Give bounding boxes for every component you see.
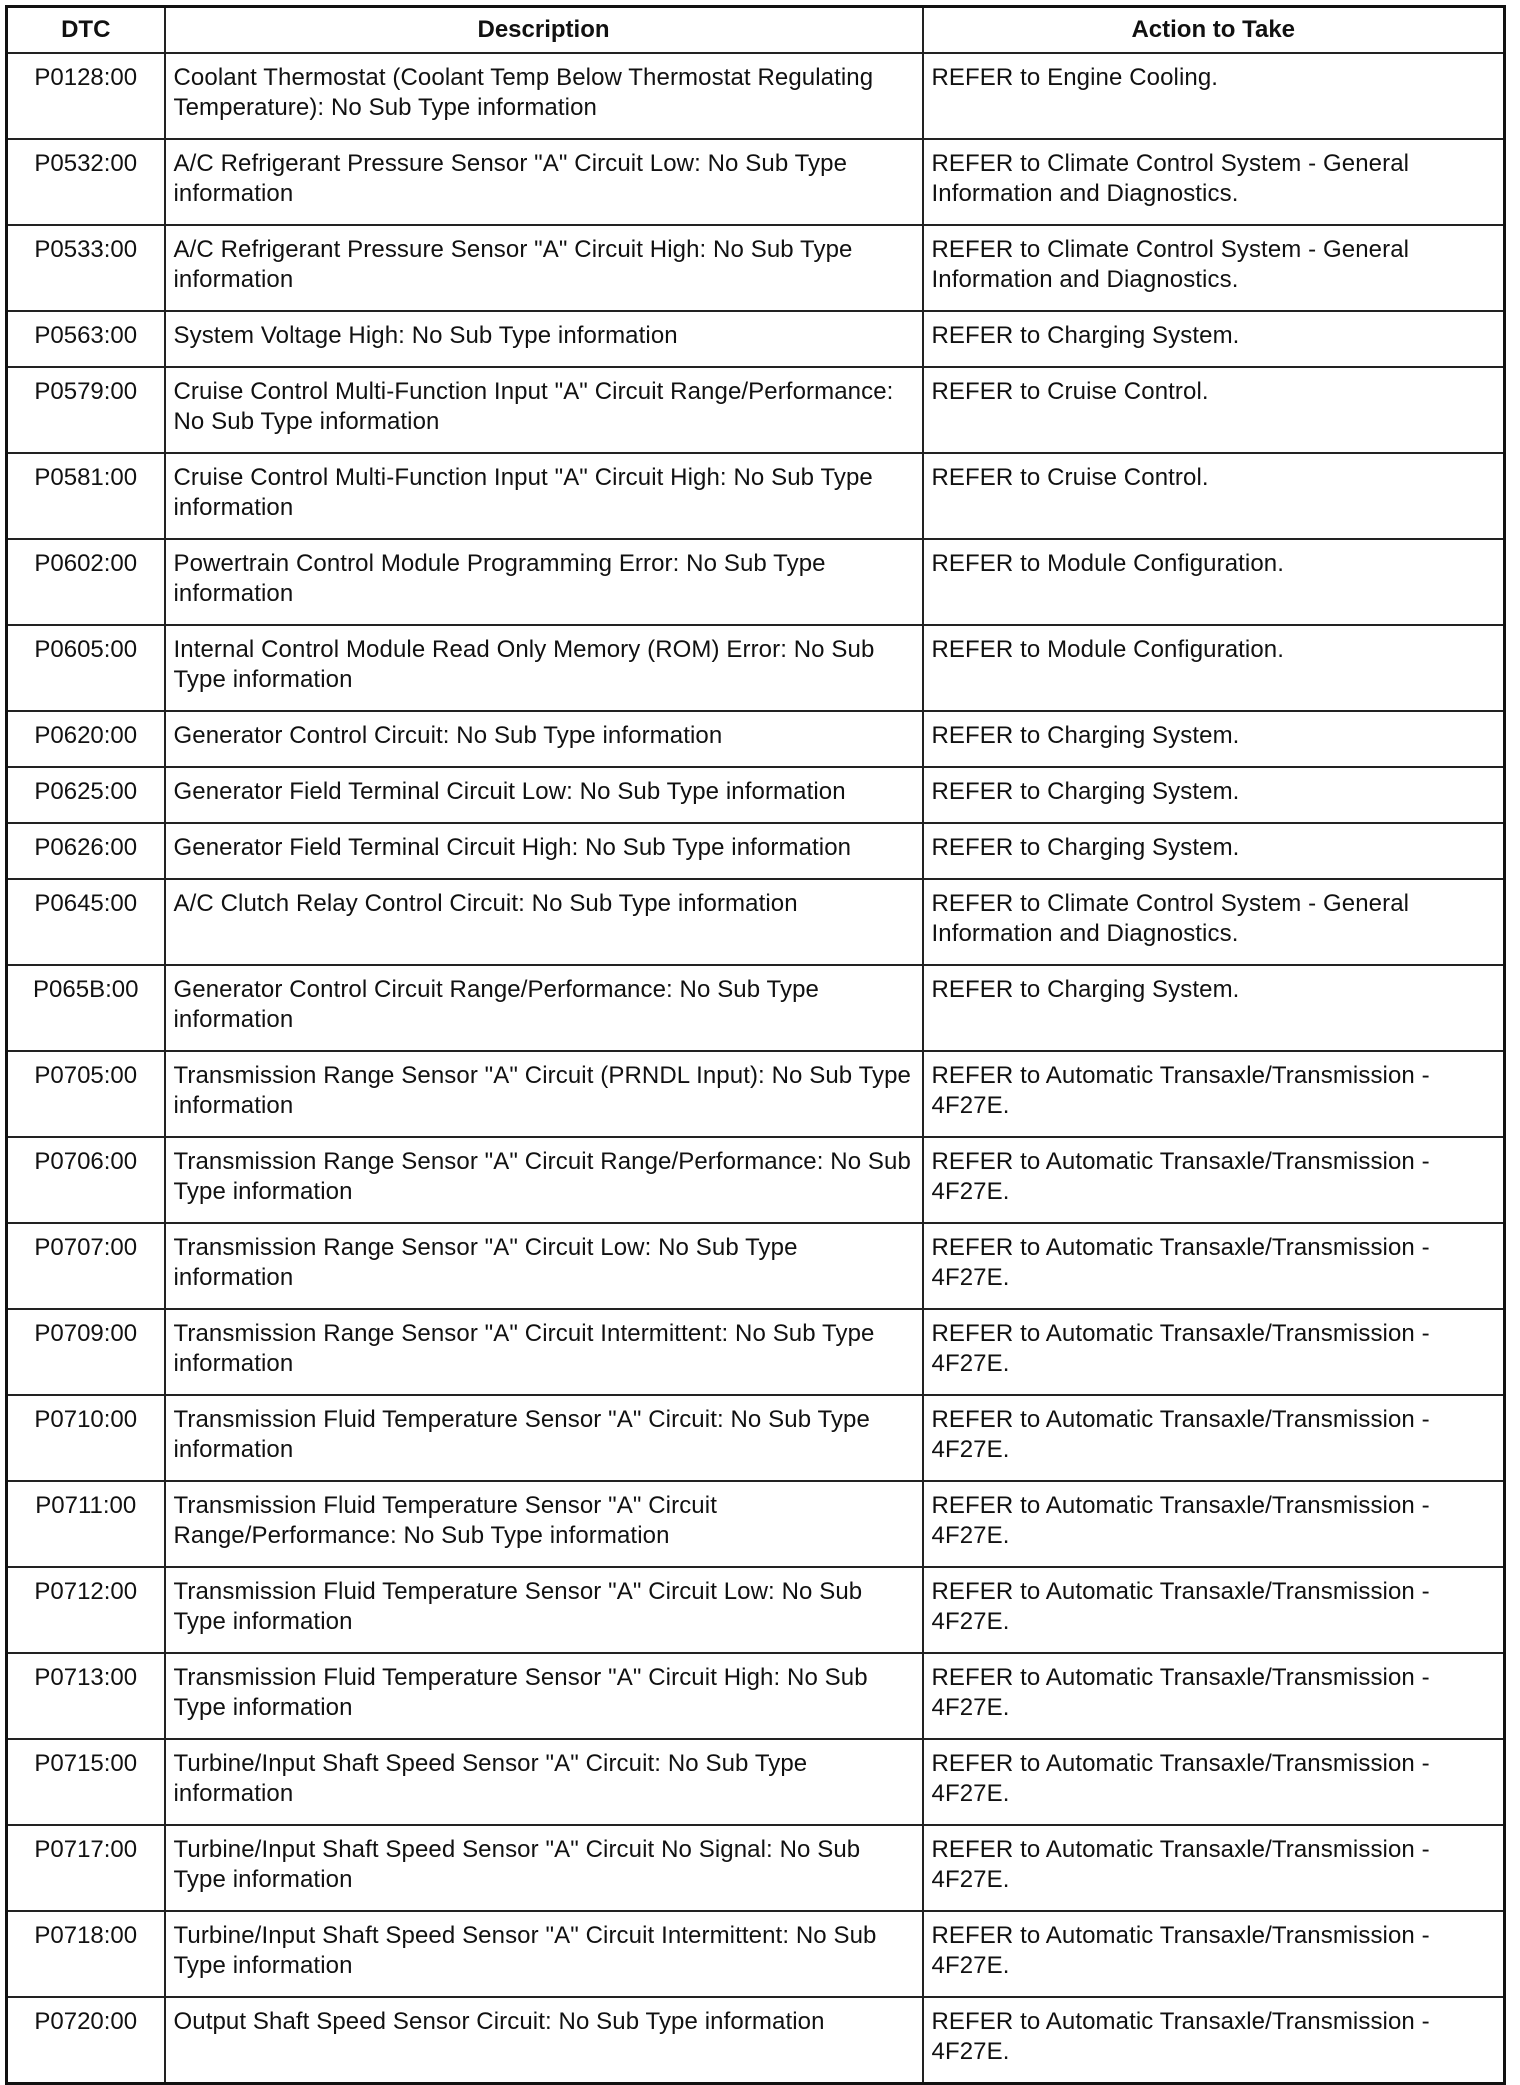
description-cell: Powertrain Control Module Programming Error: No Sub Type information	[165, 539, 923, 625]
dtc-code-cell: P0712:00	[7, 1567, 165, 1653]
description-cell: A/C Refrigerant Pressure Sensor "A" Circuit High: No Sub Type information	[165, 225, 923, 311]
description-cell: Output Shaft Speed Sensor Circuit: No Sub Type information	[165, 1997, 923, 2084]
description-cell: Transmission Fluid Temperature Sensor "A" Circuit Low: No Sub Type information	[165, 1567, 923, 1653]
description-cell: Generator Control Circuit Range/Performance: No Sub Type information	[165, 965, 923, 1051]
description-cell: Generator Field Terminal Circuit Low: No Sub Type information	[165, 767, 923, 823]
table-row	[7, 139, 1505, 225]
dtc-code-cell: P0563:00	[7, 311, 165, 367]
description-cell: Transmission Range Sensor "A" Circuit Range/Performance: No Sub Type information	[165, 1137, 923, 1223]
table-row	[7, 711, 1505, 767]
description-cell: Internal Control Module Read Only Memory (ROM) Error: No Sub Type information	[165, 625, 923, 711]
action-cell: REFER to Charging System.	[923, 711, 1505, 767]
table-row	[7, 53, 1505, 139]
action-cell: REFER to Engine Cooling.	[923, 53, 1505, 139]
dtc-code-cell: P0713:00	[7, 1653, 165, 1739]
table-row	[7, 311, 1505, 367]
action-cell: REFER to Automatic Transaxle/Transmission - 4F27E.	[923, 1825, 1505, 1911]
description-cell: A/C Refrigerant Pressure Sensor "A" Circuit Low: No Sub Type information	[165, 139, 923, 225]
dtc-code-cell: P0705:00	[7, 1051, 165, 1137]
dtc-code-cell: P0602:00	[7, 539, 165, 625]
action-cell: REFER to Automatic Transaxle/Transmission - 4F27E.	[923, 1137, 1505, 1223]
action-cell: REFER to Module Configuration.	[923, 625, 1505, 711]
dtc-code-cell: P0579:00	[7, 367, 165, 453]
table-row	[7, 453, 1505, 539]
column-header-description: Description	[165, 7, 923, 54]
table-row	[7, 539, 1505, 625]
table-row	[7, 1481, 1505, 1567]
dtc-code-cell: P0709:00	[7, 1309, 165, 1395]
action-cell: REFER to Automatic Transaxle/Transmission - 4F27E.	[923, 1309, 1505, 1395]
table-row	[7, 965, 1505, 1051]
dtc-code-cell: P0645:00	[7, 879, 165, 965]
description-cell: Transmission Fluid Temperature Sensor "A" Circuit: No Sub Type information	[165, 1395, 923, 1481]
description-cell: Transmission Fluid Temperature Sensor "A" Circuit Range/Performance: No Sub Type information	[165, 1481, 923, 1567]
table-row	[7, 1997, 1505, 2084]
description-cell: Cruise Control Multi-Function Input "A" Circuit Range/Performance: No Sub Type information	[165, 367, 923, 453]
action-cell: REFER to Module Configuration.	[923, 539, 1505, 625]
action-cell: REFER to Automatic Transaxle/Transmission - 4F27E.	[923, 1481, 1505, 1567]
dtc-code-cell: P0707:00	[7, 1223, 165, 1309]
action-cell: REFER to Charging System.	[923, 965, 1505, 1051]
table-row	[7, 625, 1505, 711]
description-cell: Generator Field Terminal Circuit High: No Sub Type information	[165, 823, 923, 879]
dtc-code-cell: P0718:00	[7, 1911, 165, 1997]
action-cell: REFER to Cruise Control.	[923, 367, 1505, 453]
action-cell: REFER to Automatic Transaxle/Transmission - 4F27E.	[923, 1911, 1505, 1997]
column-header-action: Action to Take	[923, 7, 1505, 54]
action-cell: REFER to Automatic Transaxle/Transmission - 4F27E.	[923, 1395, 1505, 1481]
dtc-code-cell: P065B:00	[7, 965, 165, 1051]
action-cell: REFER to Automatic Transaxle/Transmission - 4F27E.	[923, 1567, 1505, 1653]
table-row	[7, 1137, 1505, 1223]
dtc-code-cell: P0715:00	[7, 1739, 165, 1825]
column-header-dtc: DTC	[7, 7, 165, 54]
table-row	[7, 225, 1505, 311]
table-row	[7, 823, 1505, 879]
action-cell: REFER to Automatic Transaxle/Transmission - 4F27E.	[923, 1739, 1505, 1825]
dtc-table	[5, 5, 1506, 2085]
dtc-code-cell: P0533:00	[7, 225, 165, 311]
description-cell: Transmission Range Sensor "A" Circuit Low: No Sub Type information	[165, 1223, 923, 1309]
action-cell: REFER to Charging System.	[923, 311, 1505, 367]
action-cell: REFER to Cruise Control.	[923, 453, 1505, 539]
description-cell: Generator Control Circuit: No Sub Type information	[165, 711, 923, 767]
description-cell: Transmission Fluid Temperature Sensor "A" Circuit High: No Sub Type information	[165, 1653, 923, 1739]
table-row	[7, 1223, 1505, 1309]
table-row	[7, 879, 1505, 965]
table-row	[7, 367, 1505, 453]
dtc-code-cell: P0128:00	[7, 53, 165, 139]
action-cell: REFER to Climate Control System - General Information and Diagnostics.	[923, 879, 1505, 965]
dtc-code-cell: P0711:00	[7, 1481, 165, 1567]
table-row	[7, 1653, 1505, 1739]
table-row	[7, 1825, 1505, 1911]
dtc-code-cell: P0717:00	[7, 1825, 165, 1911]
action-cell: REFER to Automatic Transaxle/Transmission - 4F27E.	[923, 1997, 1505, 2084]
description-cell: Cruise Control Multi-Function Input "A" Circuit High: No Sub Type information	[165, 453, 923, 539]
dtc-code-cell: P0720:00	[7, 1997, 165, 2084]
table-row	[7, 1911, 1505, 1997]
action-cell: REFER to Charging System.	[923, 823, 1505, 879]
description-cell: Turbine/Input Shaft Speed Sensor "A" Circuit: No Sub Type information	[165, 1739, 923, 1825]
dtc-code-cell: P0706:00	[7, 1137, 165, 1223]
table-row	[7, 1051, 1505, 1137]
table-row	[7, 1395, 1505, 1481]
table-row	[7, 1739, 1505, 1825]
action-cell: REFER to Climate Control System - General Information and Diagnostics.	[923, 139, 1505, 225]
description-cell: System Voltage High: No Sub Type information	[165, 311, 923, 367]
description-cell: Coolant Thermostat (Coolant Temp Below Thermostat Regulating Temperature): No Sub Type information	[165, 53, 923, 139]
dtc-code-cell: P0710:00	[7, 1395, 165, 1481]
description-cell: Transmission Range Sensor "A" Circuit (PRNDL Input): No Sub Type information	[165, 1051, 923, 1137]
table-row	[7, 1309, 1505, 1395]
dtc-code-cell: P0620:00	[7, 711, 165, 767]
action-cell: REFER to Charging System.	[923, 767, 1505, 823]
action-cell: REFER to Automatic Transaxle/Transmission - 4F27E.	[923, 1653, 1505, 1739]
dtc-code-cell: P0605:00	[7, 625, 165, 711]
description-cell: Turbine/Input Shaft Speed Sensor "A" Circuit No Signal: No Sub Type information	[165, 1825, 923, 1911]
dtc-code-cell: P0625:00	[7, 767, 165, 823]
dtc-code-cell: P0626:00	[7, 823, 165, 879]
action-cell: REFER to Automatic Transaxle/Transmission - 4F27E.	[923, 1223, 1505, 1309]
table-row	[7, 1567, 1505, 1653]
action-cell: REFER to Climate Control System - General Information and Diagnostics.	[923, 225, 1505, 311]
description-cell: A/C Clutch Relay Control Circuit: No Sub Type information	[165, 879, 923, 965]
description-cell: Transmission Range Sensor "A" Circuit Intermittent: No Sub Type information	[165, 1309, 923, 1395]
table-row	[7, 767, 1505, 823]
dtc-code-cell: P0581:00	[7, 453, 165, 539]
description-cell: Turbine/Input Shaft Speed Sensor "A" Circuit Intermittent: No Sub Type information	[165, 1911, 923, 1997]
action-cell: REFER to Automatic Transaxle/Transmission - 4F27E.	[923, 1051, 1505, 1137]
dtc-code-cell: P0532:00	[7, 139, 165, 225]
table-header-row	[7, 7, 1505, 54]
